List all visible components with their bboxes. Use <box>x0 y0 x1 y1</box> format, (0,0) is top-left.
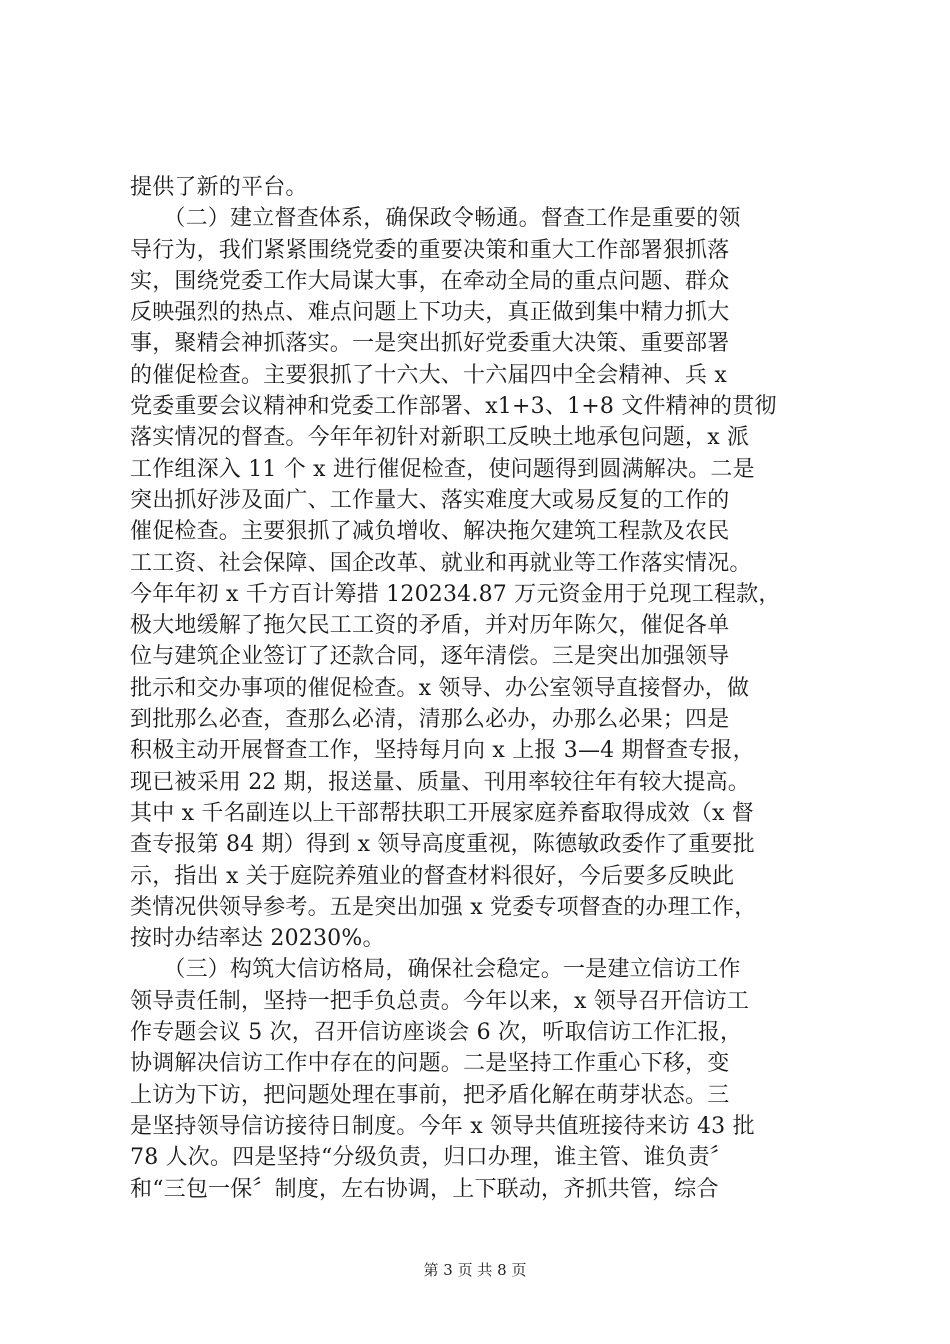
text-line: 积极主动开展督查工作，坚持每月向 x 上报 3—4 期督查专报， <box>130 738 755 764</box>
text-line: 批示和交办事项的催促检查。x 领导、办公室领导直接督办，做 <box>130 675 750 701</box>
text-line: 工作组深入 11 个 x 进行催促检查，使问题得到圆满解决。二是 <box>130 456 755 482</box>
text-line: 催促检查。主要狠抓了减负增收、解决拖欠建筑工程款及农民 <box>130 519 730 545</box>
text-line: 查专报第 84 期）得到 x 领导高度重视，陈德敏政委作了重要批 <box>130 832 755 858</box>
text-line: 78 人次。四是坚持“分级负责，归口办理，谁主管、谁负责〞 <box>130 1145 733 1171</box>
text-line: 今年年初 x 千方百计筹措 120234.87 万元资金用于兑现工程款， <box>130 581 781 607</box>
page-footer <box>0 1260 950 1280</box>
text-line: 和“三包一保〞制度，左右协调，上下联动，齐抓共管，综合 <box>130 1176 719 1202</box>
text-line: 事，聚精会神抓落实。一是突出抓好党委重大决策、重要部署 <box>130 331 730 357</box>
text-line: （二）建立督查体系，确保政令畅通。督查工作是重要的领 <box>130 206 741 232</box>
text-line: 现已被采用 22 期，报送量、质量、刊用率较往年有较大提高。 <box>130 769 750 795</box>
text-line: 领导责任制，坚持一把手负总责。今年以来，x 领导召开信访工 <box>130 988 750 1014</box>
text-line: 其中 x 千名副连以上干部帮扶职工开展家庭养畜取得成效（x 督 <box>130 800 754 826</box>
text-line: 工工资、社会保障、国企改革、就业和再就业等工作落实情况。 <box>130 550 752 576</box>
text-line: 位与建筑企业签订了还款合同，逐年清偿。三是突出加强领导 <box>130 644 730 670</box>
text-line: 是坚持领导信访接待日制度。今年 x 领导共值班接待来访 43 批 <box>130 1113 755 1139</box>
text-line: 突出抓好涉及面广、工作量大、落实难度大或易反复的工作的 <box>130 487 730 513</box>
text-line: 上访为下访，把问题处理在事前，把矛盾化解在萌芽状态。三 <box>130 1082 730 1108</box>
text-line: 到批那么必查，查那么必清，清那么必办，办那么必果；四是 <box>130 707 730 733</box>
document-body <box>130 172 830 1205</box>
text-line: 作专题会议 5 次，召开信访座谈会 6 次，听取信访工作汇报， <box>130 1020 743 1046</box>
text-line: 提供了新的平台。 <box>130 175 308 200</box>
text-line: 党委重要会议精神和党委工作部署、x1+3、1+8 文件精神的贯彻 <box>130 394 777 420</box>
text-line: （三）构筑大信访格局，确保社会稳定。一是建立信访工作 <box>130 957 741 983</box>
text-line: 按时办结率达 20230%。 <box>130 926 385 952</box>
text-line: 落实情况的督查。今年年初针对新职工反映土地承包问题，x 派 <box>130 425 750 451</box>
text-line: 协调解决信访工作中存在的问题。二是坚持工作重心下移，变 <box>130 1051 730 1077</box>
page-number: 第 3 页 共 8 页 <box>423 1261 527 1279</box>
text-line: 导行为，我们紧紧围绕党委的重要决策和重大工作部署狠抓落 <box>130 237 730 263</box>
text-line: 实，围绕党委工作大局谋大事，在牵动全局的重点问题、群众 <box>130 268 730 294</box>
text-line: 的催促检查。主要狠抓了十六大、十六届四中全会精神、兵 x <box>130 362 728 388</box>
text-line: 示，指出 x 关于庭院养殖业的督查材料很好，今后要多反映此 <box>130 863 735 889</box>
text-line: 极大地缓解了拖欠民工工资的矛盾，并对历年陈欠，催促各单 <box>130 613 730 639</box>
text-line: 类情况供领导参考。五是突出加强 x 党委专项督查的办理工作， <box>130 894 757 920</box>
text-line: 反映强烈的热点、难点问题上下功夫，真正做到集中精力抓大 <box>130 300 730 326</box>
